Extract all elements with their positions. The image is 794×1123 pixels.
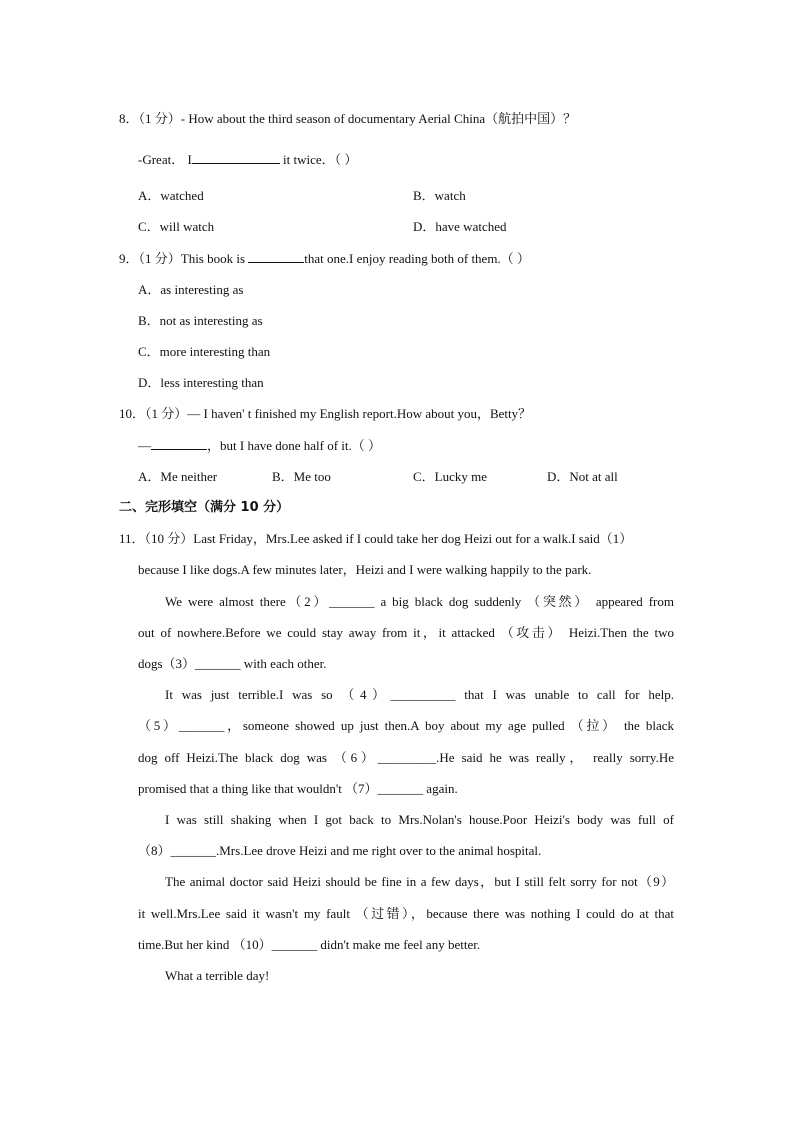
q10-option-c: C．Lucky me [413,469,488,484]
q11-line-8: dog off Heizi.The black dog was （6）_________.He said he was really， really sorry.He [138,750,674,765]
q10-option-d: D．Not at all [547,469,618,484]
q11-line-3: We were almost there（2）_______ a big black dog suddenly （突然） appeared from [165,594,674,609]
q10-stem: 10．（1 分）— I haven' t finished my English report.How about you，Betty？ [119,406,532,421]
q9-option-d: D．less interesting than [138,375,264,390]
q9-stem-pre: 9．（1 分）This book is [119,251,249,266]
q9-stem-post: that one.I enjoy reading both of them.（ ） [304,251,530,266]
q11-line-13: it well.Mrs.Lee said it wasn't my fault （过错），because there was nothing I could do at that [138,906,674,921]
q9-option-b: B．not as interesting as [138,313,263,328]
q8-stem: 8．（1 分）- How about the third season of documentary Aerial China（航拍中国）？ [119,111,577,126]
q11-line-14: time.But her kind （10）_______ didn't make me feel any better. [138,937,481,952]
section-heading-cloze: 二、完形填空（满分 10 分） [119,500,290,515]
q10-blank [151,437,207,450]
q11-line-10: I was still shaking when I got back to Mrs.Nolan's house.Poor Heizi's body was full of [165,812,674,827]
q9-option-a: A．as interesting as [138,282,244,297]
q11-line-2: because I like dogs.A few minutes later，Heizi and I were walking happily to the park. [138,562,592,577]
q11-line-9: promised that a thing like that wouldn't （7）_______ again. [138,781,458,796]
q8-blank [192,151,280,164]
q8-option-a: A．watched [138,188,204,203]
q11-line-1: 11．（10 分）Last Friday，Mrs.Lee asked if I could take her dog Heizi out for a walk.I said（1） [119,531,633,546]
q9-blank [248,250,304,263]
q11-line-5: dogs（3）_______ with each other. [138,656,327,671]
q11-line-7: （5）_______，someone showed up just then.A boy about my age pulled （拉） the black [138,718,674,733]
q10-dialog-pre: — [138,438,151,453]
q11-line-12: The animal doctor said Heizi should be fine in a few days，but I still felt sorry for not（9） [165,874,674,889]
q9-stem [119,250,530,267]
q10-option-a: A．Me neither [138,469,218,484]
q9-option-c: C．more interesting than [138,344,271,359]
q10-dialog [138,437,381,454]
q8-dialog [138,151,357,168]
q8-option-c: C．will watch [138,219,215,234]
q11-line-4: out of nowhere.Before we could stay away from it，it attacked （攻击） Heizi.Then the two [138,625,674,640]
q11-line-15: What a terrible day! [165,968,270,983]
q8-option-d: D．have watched [413,219,507,234]
q10-option-b: B．Me too [272,469,331,484]
q11-line-11: （8）_______.Mrs.Lee drove Heizi and me right over to the animal hospital. [138,843,542,858]
q8-dialog-pre: -Great． I [138,152,192,167]
q8-option-b: B．watch [413,188,466,203]
q11-line-6: It was just terrible.I was so （4）__________ that I was unable to call for help. [165,687,674,702]
q10-dialog-post: ，but I have done half of it.（ ） [207,438,382,453]
q8-dialog-post: it twice．（ ） [279,152,358,167]
